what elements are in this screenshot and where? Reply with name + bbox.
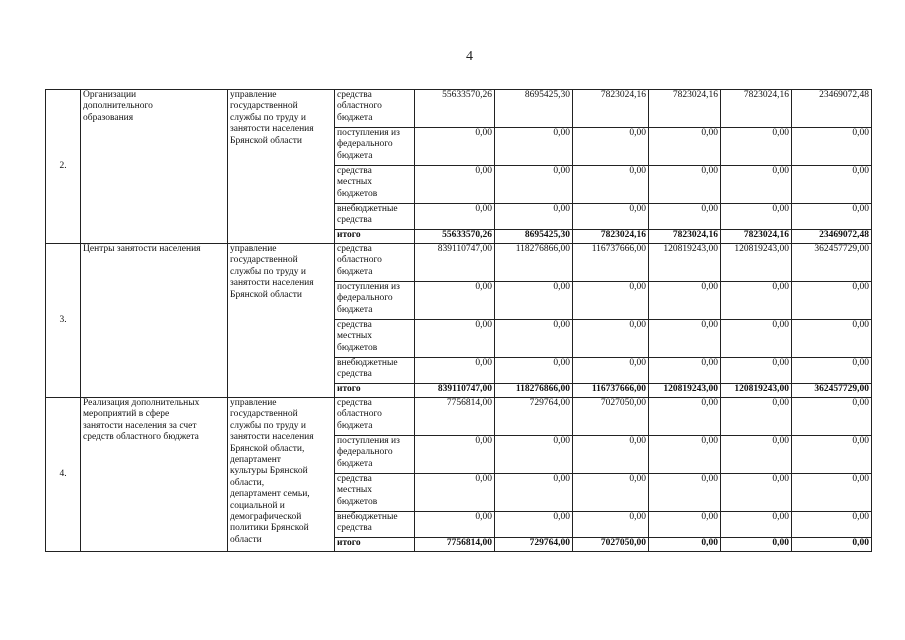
value-cell: 0,00	[495, 436, 573, 474]
value-cell: 0,00	[415, 436, 495, 474]
value-cell: 0,00	[495, 166, 573, 204]
budget-table	[45, 89, 872, 552]
value-cell: 0,00	[721, 166, 792, 204]
value-cell: 0,00	[415, 358, 495, 384]
value-cell: 0,00	[649, 282, 721, 320]
value-cell: 7756814,00	[415, 398, 495, 436]
value-cell: 120819243,00	[649, 244, 721, 282]
funding-source: средства областного бюджета	[335, 90, 415, 128]
value-cell: 0,00	[649, 436, 721, 474]
total-value-cell: 362457729,00	[792, 384, 872, 398]
total-value-cell: 120819243,00	[649, 384, 721, 398]
table-body	[46, 90, 872, 552]
total-value-cell: 23469072,48	[792, 230, 872, 244]
value-cell: 0,00	[792, 282, 872, 320]
value-cell: 0,00	[649, 358, 721, 384]
value-cell: 0,00	[721, 128, 792, 166]
total-label: итого	[335, 538, 415, 552]
value-cell: 0,00	[649, 398, 721, 436]
funding-source: поступления из федерального бюджета	[335, 436, 415, 474]
total-value-cell: 0,00	[721, 538, 792, 552]
total-value-cell: 7823024,16	[721, 230, 792, 244]
total-value-cell: 7756814,00	[415, 538, 495, 552]
value-cell: 7823024,16	[721, 90, 792, 128]
value-cell: 729764,00	[495, 398, 573, 436]
item-name: Центры занятости населения	[81, 244, 228, 398]
value-cell: 0,00	[649, 512, 721, 538]
total-label: итого	[335, 230, 415, 244]
executor: управление государственной службы по труду и занятости населения Брянской области, департамент культуры Брянской области, департамент семьи, социальной и демографической политики Брянской области	[228, 398, 335, 552]
value-cell: 0,00	[415, 128, 495, 166]
value-cell: 0,00	[721, 512, 792, 538]
value-cell: 118276866,00	[495, 244, 573, 282]
value-cell: 0,00	[573, 474, 649, 512]
funding-source: внебюджетные средства	[335, 204, 415, 230]
funding-source: поступления из федерального бюджета	[335, 128, 415, 166]
value-cell: 0,00	[573, 436, 649, 474]
value-cell: 0,00	[415, 166, 495, 204]
value-cell: 0,00	[792, 474, 872, 512]
item-name: Реализация дополнительных мероприятий в сфере занятости населения за счет средств областного бюджета	[81, 398, 228, 552]
value-cell: 120819243,00	[721, 244, 792, 282]
value-cell: 0,00	[495, 358, 573, 384]
item-number: 4.	[46, 398, 81, 552]
value-cell: 0,00	[721, 398, 792, 436]
value-cell: 0,00	[415, 474, 495, 512]
total-value-cell: 729764,00	[495, 538, 573, 552]
value-cell: 0,00	[415, 320, 495, 358]
value-cell: 0,00	[573, 512, 649, 538]
value-cell: 0,00	[721, 358, 792, 384]
total-value-cell: 839110747,00	[415, 384, 495, 398]
value-cell: 0,00	[721, 436, 792, 474]
total-value-cell: 7027050,00	[573, 538, 649, 552]
value-cell: 116737666,00	[573, 244, 649, 282]
total-label: итого	[335, 384, 415, 398]
page-number: 4	[466, 49, 473, 64]
funding-source: средства местных бюджетов	[335, 320, 415, 358]
item-number: 2.	[46, 90, 81, 244]
value-cell: 0,00	[495, 282, 573, 320]
value-cell: 0,00	[415, 512, 495, 538]
value-cell: 0,00	[495, 204, 573, 230]
total-value-cell: 0,00	[792, 538, 872, 552]
value-cell: 0,00	[573, 282, 649, 320]
value-cell: 0,00	[792, 398, 872, 436]
item-number: 3.	[46, 244, 81, 398]
funding-source: средства местных бюджетов	[335, 166, 415, 204]
value-cell: 0,00	[415, 204, 495, 230]
value-cell: 55633570,26	[415, 90, 495, 128]
value-cell: 0,00	[649, 166, 721, 204]
value-cell: 7823024,16	[649, 90, 721, 128]
value-cell: 0,00	[649, 204, 721, 230]
value-cell: 7823024,16	[573, 90, 649, 128]
funding-source: внебюджетные средства	[335, 512, 415, 538]
value-cell: 0,00	[573, 128, 649, 166]
value-cell: 0,00	[792, 166, 872, 204]
value-cell: 0,00	[573, 204, 649, 230]
executor: управление государственной службы по труду и занятости населения Брянской области	[228, 244, 335, 398]
funding-source: средства областного бюджета	[335, 398, 415, 436]
value-cell: 0,00	[573, 166, 649, 204]
value-cell: 0,00	[721, 474, 792, 512]
value-cell: 0,00	[495, 512, 573, 538]
total-value-cell: 55633570,26	[415, 230, 495, 244]
value-cell: 0,00	[495, 128, 573, 166]
value-cell: 0,00	[792, 128, 872, 166]
value-cell: 0,00	[495, 474, 573, 512]
executor: управление государственной службы по труду и занятости населения Брянской области	[228, 90, 335, 244]
total-value-cell: 8695425,30	[495, 230, 573, 244]
value-cell: 0,00	[792, 358, 872, 384]
value-cell: 0,00	[573, 320, 649, 358]
table-row	[46, 90, 872, 128]
value-cell: 0,00	[415, 282, 495, 320]
total-value-cell: 7823024,16	[573, 230, 649, 244]
value-cell: 0,00	[495, 320, 573, 358]
total-value-cell: 118276866,00	[495, 384, 573, 398]
funding-source: внебюджетные средства	[335, 358, 415, 384]
value-cell: 23469072,48	[792, 90, 872, 128]
value-cell: 0,00	[792, 512, 872, 538]
total-value-cell: 7823024,16	[649, 230, 721, 244]
table-row	[46, 398, 872, 436]
value-cell: 0,00	[721, 320, 792, 358]
table-row	[46, 244, 872, 282]
total-value-cell: 0,00	[649, 538, 721, 552]
value-cell: 0,00	[792, 436, 872, 474]
value-cell: 839110747,00	[415, 244, 495, 282]
funding-source: поступления из федерального бюджета	[335, 282, 415, 320]
funding-source: средства областного бюджета	[335, 244, 415, 282]
value-cell: 0,00	[721, 204, 792, 230]
value-cell: 0,00	[649, 128, 721, 166]
value-cell: 8695425,30	[495, 90, 573, 128]
value-cell: 0,00	[792, 320, 872, 358]
value-cell: 7027050,00	[573, 398, 649, 436]
total-value-cell: 120819243,00	[721, 384, 792, 398]
value-cell: 0,00	[573, 358, 649, 384]
value-cell: 0,00	[792, 204, 872, 230]
item-name: Организации дополнительного образования	[81, 90, 228, 244]
total-value-cell: 116737666,00	[573, 384, 649, 398]
value-cell: 0,00	[649, 474, 721, 512]
value-cell: 0,00	[721, 282, 792, 320]
value-cell: 0,00	[649, 320, 721, 358]
value-cell: 362457729,00	[792, 244, 872, 282]
funding-source: средства местных бюджетов	[335, 474, 415, 512]
